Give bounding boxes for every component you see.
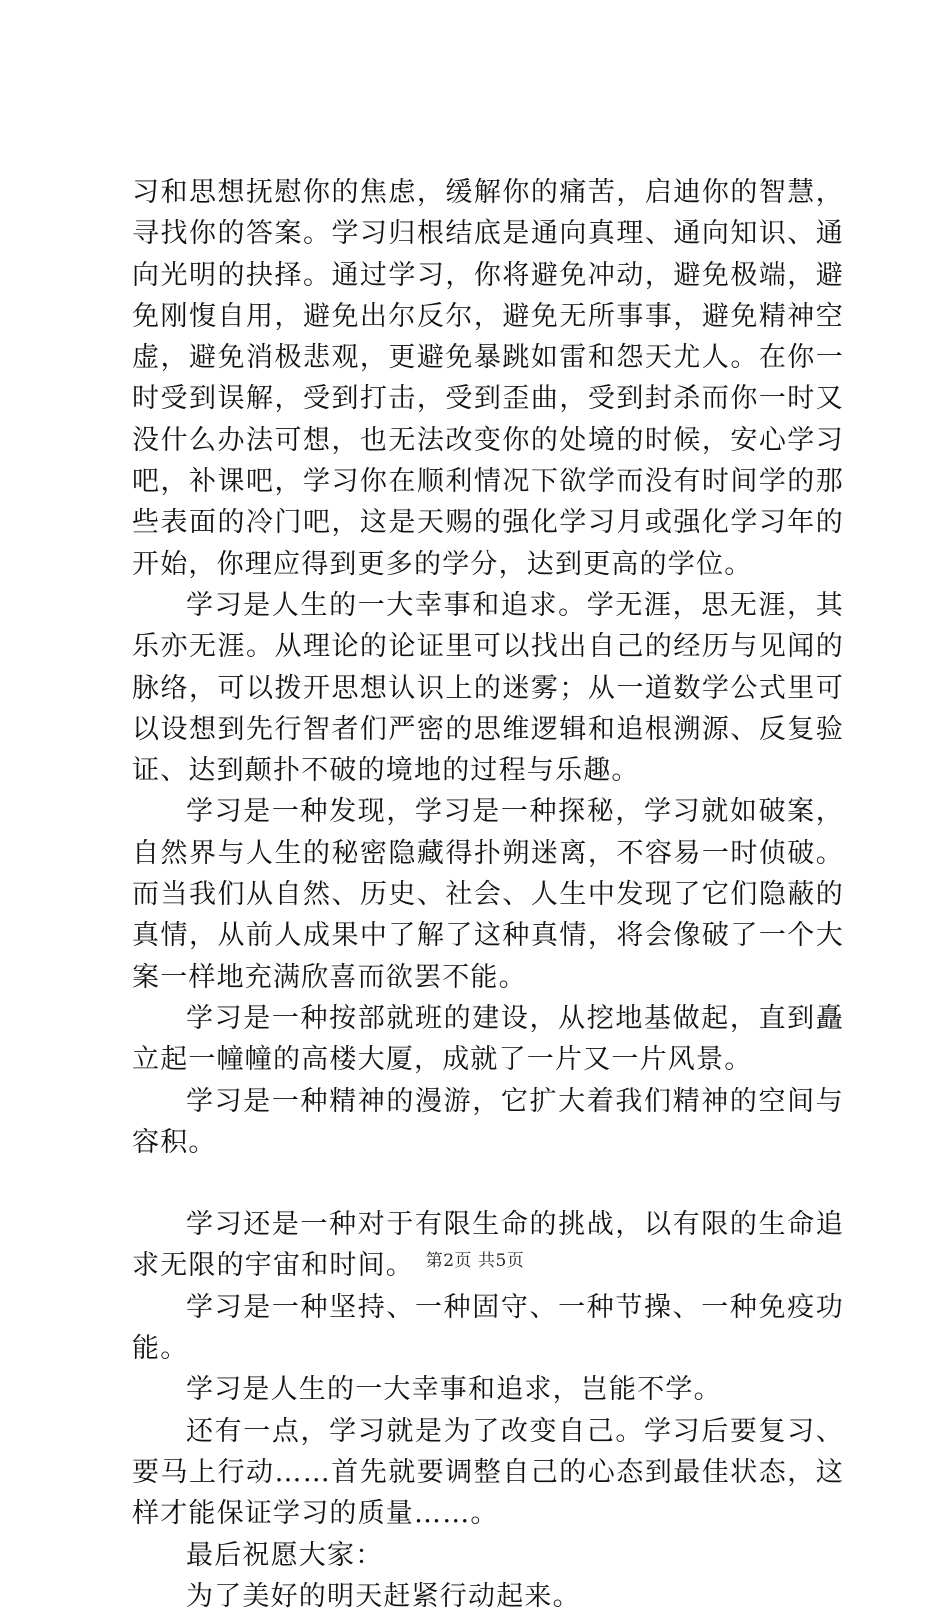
paragraph-change-self: 还有一点，学习就是为了改变自己。学习后要复习、要马上行动……首先就要调整自己的心态到最佳状态，这样才能保证学习的质量……。 (132, 1415, 844, 1530)
page-number-footer: 第2页 共5页 (425, 1251, 525, 1271)
document-body (132, 172, 844, 1617)
paragraph-challenge: 学习还是一种对于有限生命的挑战，以有限的生命追求无限的宇宙和时间。 (132, 1209, 844, 1282)
paragraph-spiritual-journey: 学习是一种精神的漫游，它扩大着我们精神的空间与容积。 (132, 1085, 844, 1158)
paragraph-spacer (132, 1163, 844, 1204)
paragraph-joy-of-learning: 学习是人生的一大幸事和追求。学无涯，思无涯，其乐亦无涯。从理论的论证里可以找出自己的经历与见闻的脉络，可以拨开思想认识上的迷雾；从一道数学公式里可以设想到先行智者们严密的思维逻辑和追根溯源、反复验证、达到颠扑不破的境地的过程与乐趣。 (132, 589, 844, 787)
paragraph-persistence: 学习是一种坚持、一种固守、一种节操、一种免疫功能。 (132, 1291, 844, 1365)
paragraph-closing-action: 为了美好的明天赶紧行动起来。 (186, 1580, 581, 1612)
paragraph-continuation: 习和思想抚慰你的焦虑，缓解你的痛苦，启迪你的智慧，寻找你的答案。学习归根结底是通向真理、通向知识、通向光明的抉择。通过学习，你将避免冲动，避免极端，避免刚愎自用，避免出尔反尔，避免无所事事，避免精神空虚，避免消极悲观，更避免暴跳如雷和怨天尤人。在你一时受到误解，受到打击，受到歪曲，受到封杀而你一时又没什么办法可想，也无法改变你的处境的时候，安心学习吧，补课吧，学习你在顺利情况下欲学而没有时间学的那些表面的冷门吧，这是天赐的强化学习月或强化学习年的开始，你理应得到更多的学分，达到更高的学位。 (132, 177, 844, 580)
paragraph-closing-wish: 最后祝愿大家： (186, 1539, 384, 1571)
paragraph-discovery: 学习是一种发现，学习是一种探秘，学习就如破案，自然界与人生的秘密隐藏得扑朔迷离，不容易一时侦破。而当我们从自然、历史、社会、人生中发现了它们隐蔽的真情，从前人成果中了解了这种真情，将会像破了一个大案一样地充满欣喜而欲罢不能。 (132, 796, 844, 993)
paragraph-construction: 学习是一种按部就班的建设，从挖地基做起，直到矗立起一幢幢的高楼大厦，成就了一片又一片风景。 (132, 1002, 844, 1076)
paragraph-must-learn: 学习是人生的一大幸事和追求，岂能不学。 (186, 1374, 722, 1406)
